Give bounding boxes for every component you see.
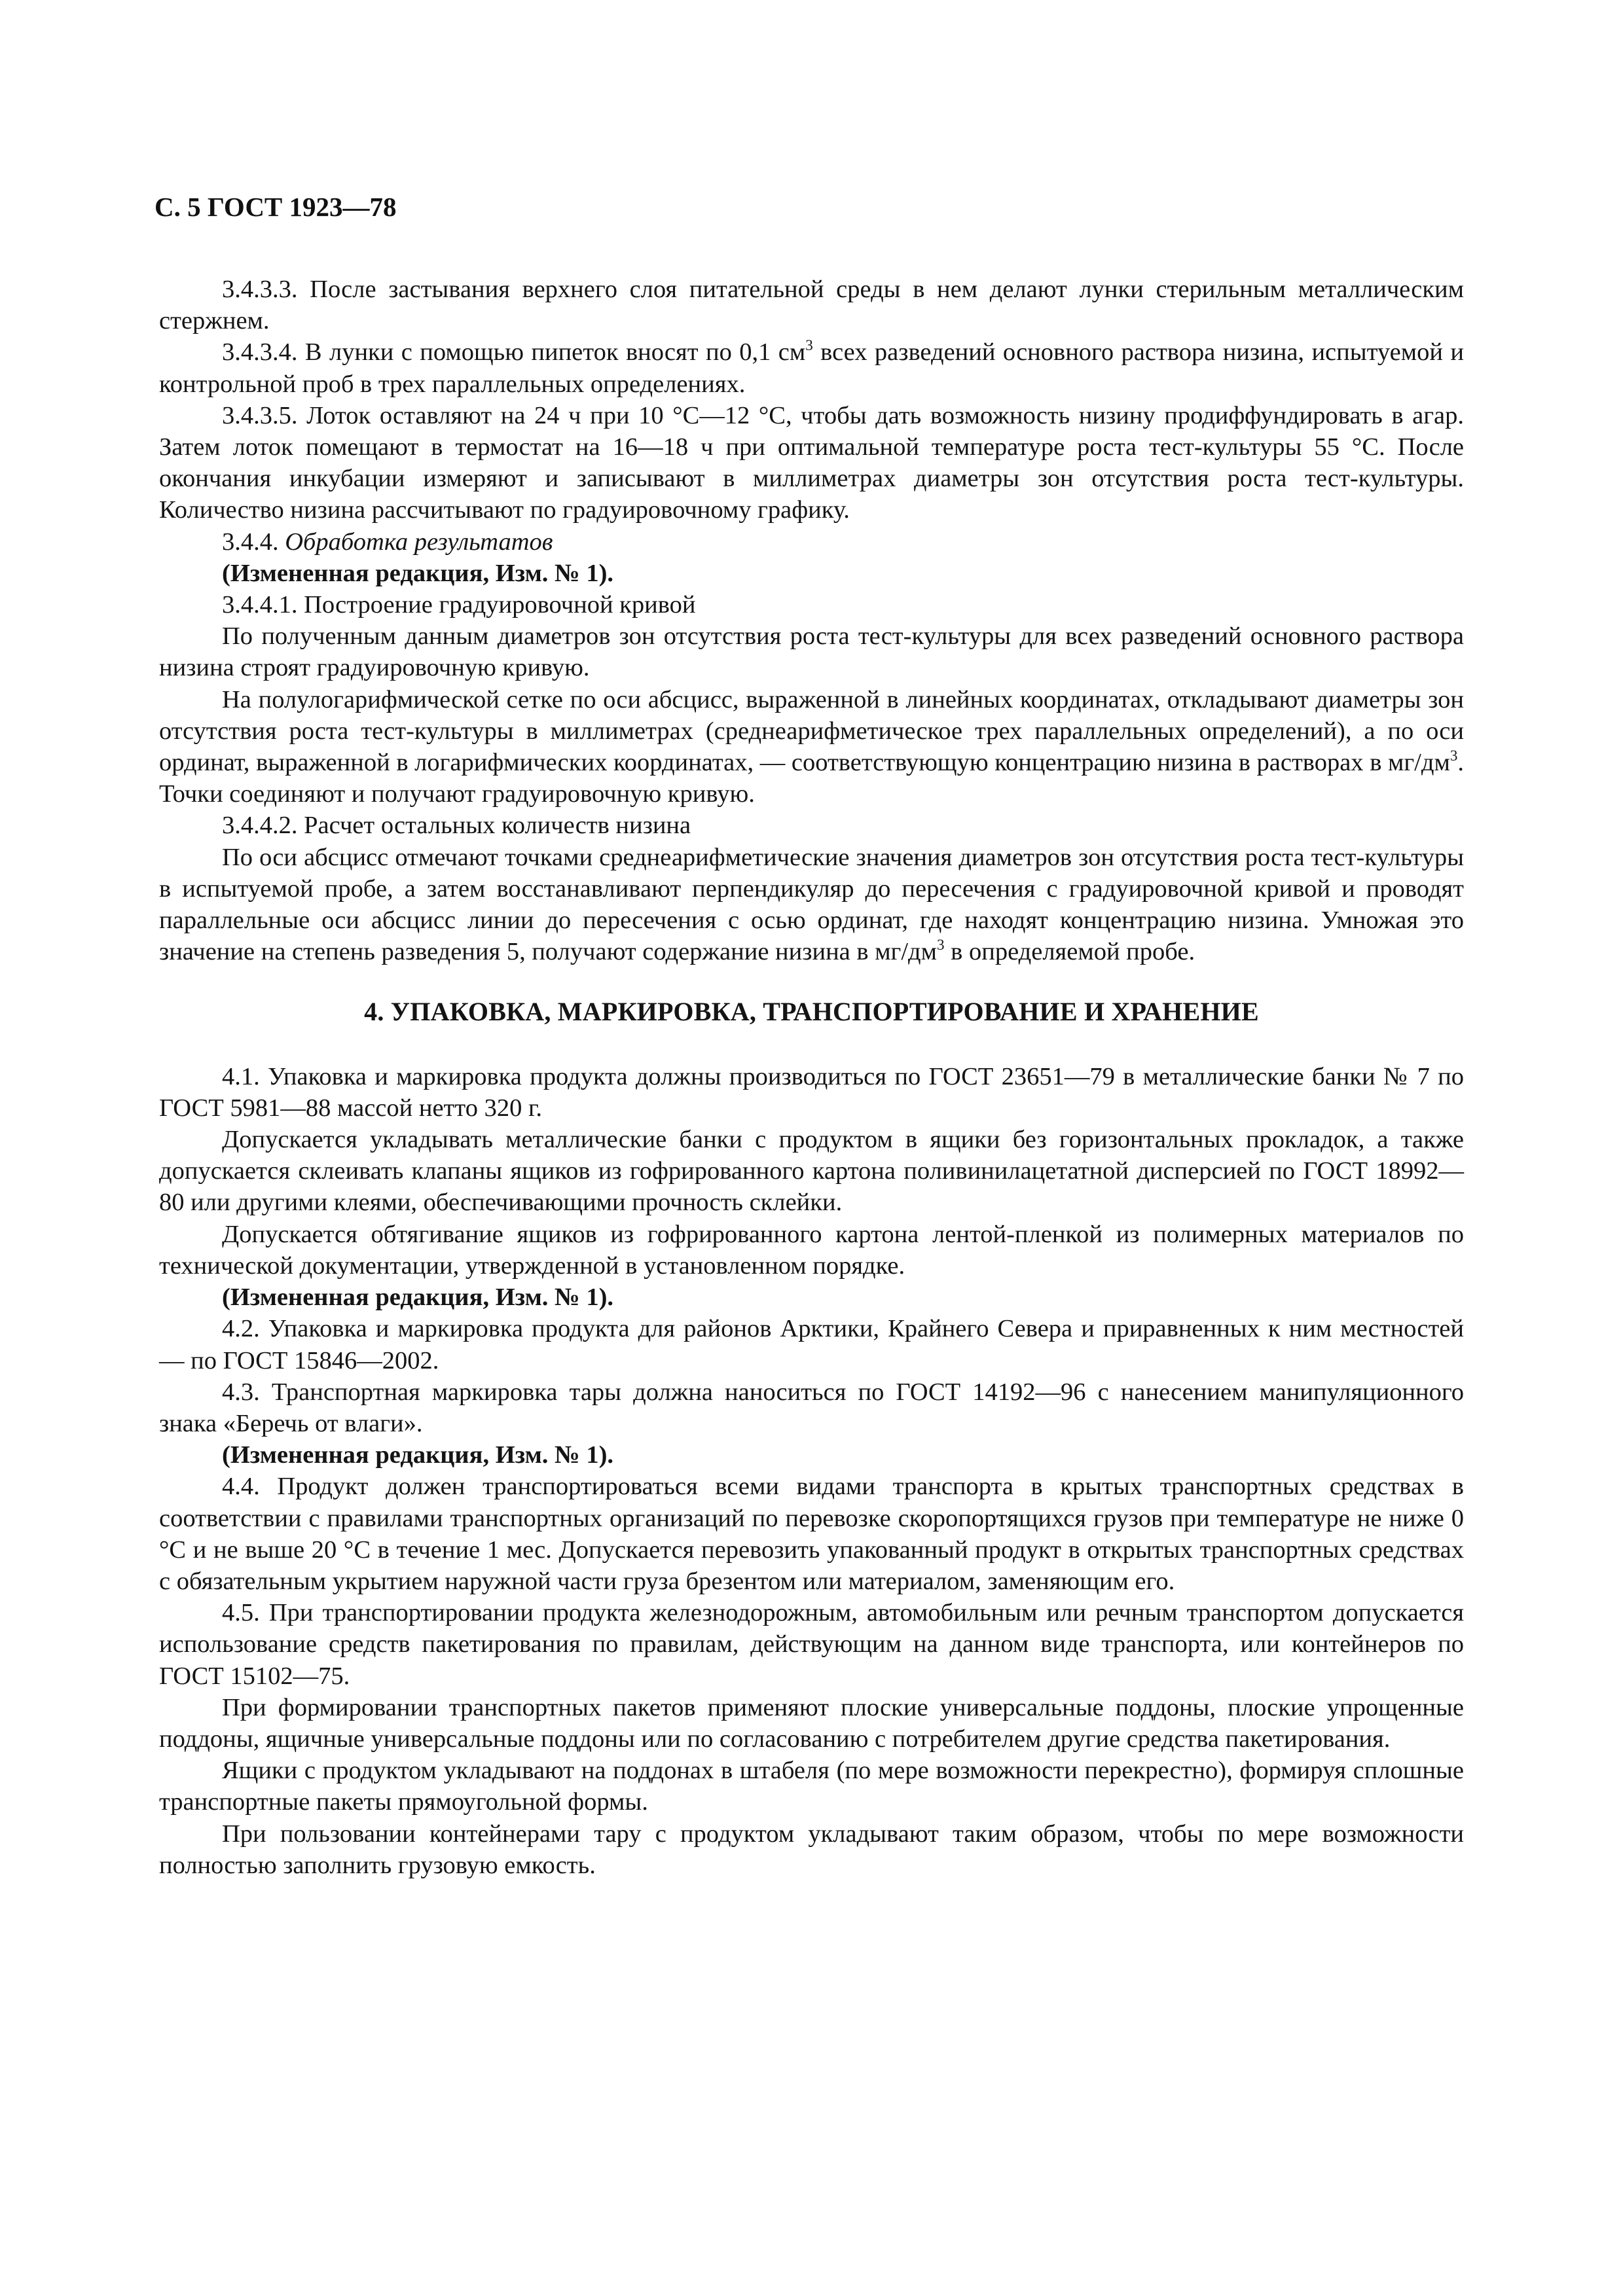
paragraph [159,842,1464,968]
paragraph-text: всех разведений основного раствора низина, испытуемой и контрольной проб в трех параллельных определениях. [159,338,1464,398]
paragraph [159,336,1464,399]
amendment-note: (Измененная редакция, Изм. № 1). [222,1441,614,1469]
paragraph: При формировании транспортных пакетов применяют плоские универсальные поддоны, плоские упрощенные поддоны, ящичные универсальные поддоны или по согласованию с потребителем другие средства пакетирования. [159,1693,1464,1753]
superscript: 3 [937,936,945,954]
paragraph: Ящики с продуктом укладывают на поддонах в штабеля (по мере возможности перекрестно), формируя сплошные транспортные пакеты прямоугольной формы. [159,1757,1464,1816]
paragraph: 3.4.3.3. После застывания верхнего слоя питательной среды в нем делают лунки стерильным металлическим стержнем. [159,276,1464,335]
subsection-number: 3.4.4. [222,528,285,556]
paragraph: 4.1. Упаковка и маркировка продукта должны производиться по ГОСТ 23651—79 в металлические банки № 7 по ГОСТ 5981—88 массой нетто 320 г. [159,1062,1464,1122]
paragraph [159,684,1464,810]
page-header: С. 5 ГОСТ 1923—78 [155,192,397,222]
paragraph: 3.4.4.2. Расчет остальных количеств низина [222,812,691,840]
paragraph: 4.2. Упаковка и маркировка продукта для районов Арктики, Крайнего Севера и приравненных к ним местностей — по ГОСТ 15846—2002. [159,1315,1464,1374]
paragraph: 3.4.4.1. Построение градуировочной кривой [222,591,696,619]
subsection-title [159,526,1464,558]
subsection-label: Обработка результатов [285,528,553,556]
superscript: 3 [1450,747,1458,764]
amendment-note: (Измененная редакция, Изм. № 1). [222,1283,614,1312]
paragraph: По полученным данным диаметров зон отсутствия роста тест-культуры для всех разведений основного раствора низина строят градуировочную кривую. [159,622,1464,682]
paragraph: Допускается обтягивание ящиков из гофрированного картона лентой-пленкой из полимерных материалов по технической документации, утвержденной в установленном порядке. [159,1220,1464,1280]
paragraph-text: По оси абсцисс отмечают точками среднеарифметические значения диаметров зон отсутствия роста тест-культуры в испытуемой пробе, а затем восстанавливают перпендикуляр до пересечения с градуировочной кривой и проводят параллельные оси абсцисс линии до пересечения с осью ординат, где находят концентрацию низина. Умножая это значение на степень разведения 5, получают содержание низина в мг/дм [159,843,1464,966]
paragraph-text: 3.4.3.4. В лунки с помощью пипеток вносят по 0,1 см [222,338,806,367]
amendment-note: (Измененная редакция, Изм. № 1). [222,559,614,587]
paragraph-text: в определяемой пробе. [944,938,1195,966]
paragraph: При пользовании контейнерами тару с продуктом укладывают таким образом, чтобы по мере возможности полностью заполнить грузовую емкость. [159,1820,1464,1879]
paragraph-text: . Точки соединяют и получают градуировочную кривую. [159,749,1464,808]
paragraph: 4.3. Транспортная маркировка тары должна наноситься по ГОСТ 14192—96 с нанесением манипуляционного знака «Беречь от влаги». [159,1378,1464,1437]
paragraph: 4.4. Продукт должен транспортироваться всеми видами транспорта в крытых транспортных средствах в соответствии с правилами транспортных организаций по перевозке скоропортящихся грузов при температуре не ниже 0 °С и не выше 20 °С в течение 1 мес. Допускается перевозить упакованный продукт в открытых транспортных средствах с обязательным укрытием наружной части груза брезентом или материалом, заменяющим его. [159,1473,1464,1595]
superscript: 3 [805,336,813,354]
paragraph: 3.4.3.5. Лоток оставляют на 24 ч при 10 °С—12 °С, чтобы дать возможность низину продиффундировать в агар. Затем лоток помещают в термостат на 16—18 ч при оптимальной температуре роста тест-культуры 55 °С. После окончания инкубации измеряют и записывают в миллиметрах диаметры зон отсутствия роста тест-культуры. Количество низина рассчитывают по градуировочному графику. [159,401,1464,524]
paragraph-text: На полулогарифмической сетке по оси абсцисс, выраженной в линейных координатах, откладывают диаметры зон отсутствия роста тест-культуры в миллиметрах (среднеарифметическое трех параллельных определений), а по оси ординат, выраженной в логарифмических координатах, — соответствующую концентрацию низина в растворах в мг/дм [159,685,1464,777]
paragraph: Допускается укладывать металлические банки с продуктом в ящики без горизонтальных прокладок, а также допускается склеивать клапаны ящиков из гофрированного картона поливинилацетатной дисперсией по ГОСТ 18992—80 или другими клеями, обеспечивающими прочность склейки. [159,1126,1464,1217]
document-body [159,274,1464,1881]
paragraph: 4.5. При транспортировании продукта железнодорожным, автомобильным или речным транспортом допускается использование средств пакетирования по правилам, действующим на данном виде транспорта, или контейнеров по ГОСТ 15102—75. [159,1599,1464,1690]
section-heading: 4. УПАКОВКА, МАРКИРОВКА, ТРАНСПОРТИРОВАНИЕ И ХРАНЕНИЕ [364,997,1259,1027]
